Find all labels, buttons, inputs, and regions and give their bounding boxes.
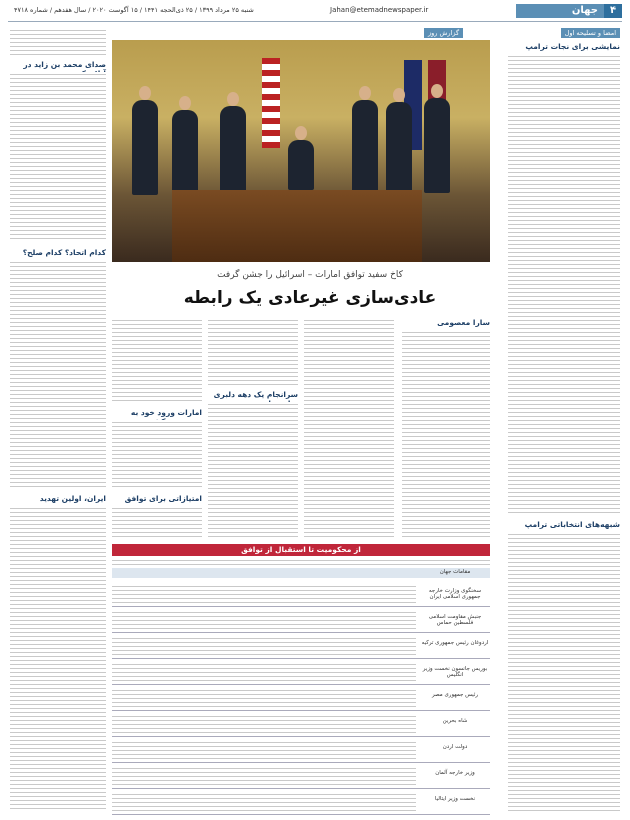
table-row-text (112, 766, 416, 786)
center-column-text (112, 506, 202, 540)
left-column-text (10, 506, 106, 812)
person (352, 100, 378, 195)
table-row-divider (112, 788, 490, 789)
table-row-divider (112, 736, 490, 737)
right-column-tag: امضا و تسلیحه اول (561, 28, 620, 38)
person-head (295, 126, 307, 140)
table-row-label: وزیر خارجه آلمان (435, 770, 475, 776)
site-email: Jahan@etemadnewspaper.ir (330, 6, 429, 14)
table-row-divider (112, 710, 490, 711)
left-column-text (10, 260, 106, 488)
resolute-desk (172, 190, 422, 262)
table-row-divider (112, 658, 490, 659)
left-column-head-3: ایران، اولین تهدید (39, 494, 106, 503)
table-row-divider (112, 814, 490, 815)
table-row-label: دولت اردن (442, 744, 468, 750)
table-row-text (112, 688, 416, 708)
table-row-label: اردوغان رئیس جمهوری ترکیه (421, 640, 489, 646)
headline-subtitle: کاخ سفید توافق امارات – اسرائیل را جشن گرفت (217, 270, 403, 280)
left-column-text (10, 28, 106, 56)
right-column-head-2: شبهه‌های انتخاباتی ترامپ (524, 520, 620, 529)
person-head (431, 84, 443, 98)
byline: سارا معصومی (437, 318, 490, 327)
section-label: جهان (516, 4, 604, 18)
center-column-text (112, 420, 202, 490)
left-column-head-2: کدام اتحاد؟ کدام صلح؟ (22, 248, 106, 257)
table-row-divider (112, 684, 490, 685)
table-row-label: شاه بحرین (442, 718, 468, 724)
table-row-label: جنبش مقاومت اسلامی فلسطین حماس (428, 614, 482, 626)
center-column-text (208, 402, 298, 540)
table-row-text (112, 584, 416, 604)
right-column-text (508, 54, 620, 514)
page-number: ۴ (604, 4, 622, 18)
table-row-label: رئیس جمهوری مصر (431, 692, 479, 698)
person-head (359, 86, 371, 100)
table-row-divider (112, 606, 490, 607)
person-head (393, 88, 405, 102)
center-column-text (304, 318, 394, 540)
table-row-label: نخست وزیر ایتالیا (434, 796, 476, 802)
person (424, 98, 450, 193)
header-rule (8, 21, 622, 22)
headline: عادی‌سازی غیرعادی یک رابطه (183, 288, 437, 308)
table-row-text (112, 636, 416, 656)
person (386, 102, 412, 197)
dateline: شنبه ۲۵ مرداد ۱۳۹۹ / ۲۵ ذی‌الحجه ۱۴۴۱ / ۱۵ آگوست ۲۰۲۰ / سال هفدهم / شماره ۴۷۱۸ (14, 6, 254, 14)
right-column-head-1: نمایشی برای نجات ترامپ (525, 42, 620, 51)
table-row-text (112, 740, 416, 760)
reactions-banner: از محکومیت تا استقبال از توافق (112, 544, 490, 556)
center-column-text (112, 318, 202, 402)
table-row-text (112, 662, 416, 682)
center-subhead-2: امارات ورود خود به (130, 408, 202, 417)
person (220, 106, 246, 201)
table-row-text (112, 792, 416, 812)
table-column-label: مقامات جهان (439, 569, 471, 575)
table-row-text (112, 714, 416, 734)
left-column-text (10, 72, 106, 242)
oval-office-photo (112, 40, 490, 262)
center-column-text (208, 318, 298, 386)
table-row-label: بوریس جانسون نخست وزیر انگلیس (422, 666, 488, 678)
table-row-label: سخنگوی وزارت خارجه جمهوری اسلامی ایران (428, 588, 482, 600)
person-head (139, 86, 151, 100)
right-column-text (508, 532, 620, 812)
us-flag (262, 58, 280, 148)
table-row-divider (112, 632, 490, 633)
person (132, 100, 158, 195)
report-tag: گزارش روز (424, 28, 463, 38)
left-column-head-1: صدای محمد بن زاید در (23, 60, 106, 69)
person-seated (288, 140, 314, 190)
table-row-divider (112, 762, 490, 763)
table-row-text (112, 610, 416, 630)
person-head (179, 96, 191, 110)
center-subhead-3: امتیازاتی برای توافق (124, 494, 202, 503)
center-column-text (402, 330, 490, 540)
person-head (227, 92, 239, 106)
center-subhead-1: سرانجام یک دهه دلبری (213, 390, 298, 399)
banner-intro-text (112, 558, 490, 566)
